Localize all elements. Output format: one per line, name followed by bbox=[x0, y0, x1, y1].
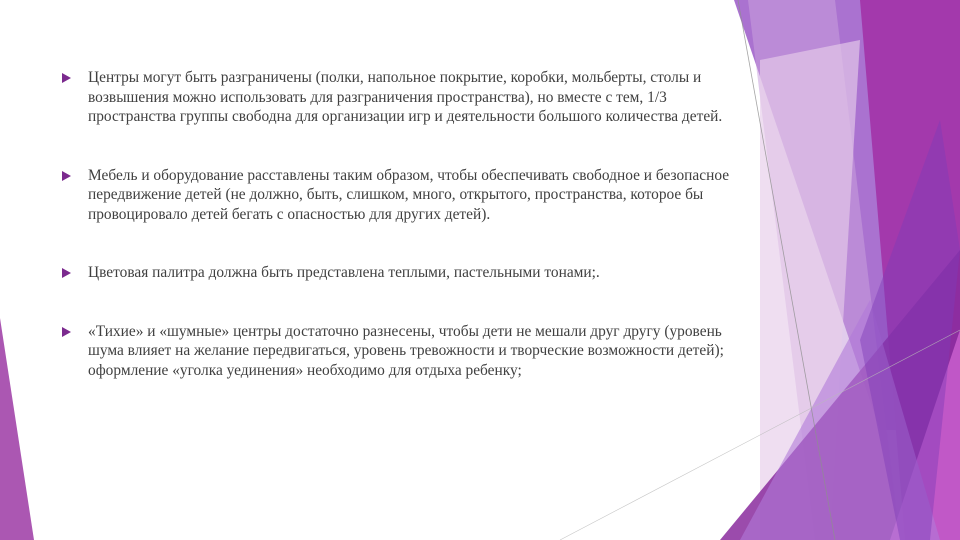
bullet-text: «Тихие» и «шумные» центры достаточно разнесены, чтобы дети не мешали друг другу (уровень шума влияет на желание передвигаться, уровень тревожности и творческие возможности детей); оформление «уголка уединения» необходимо для отдыха ребенку; bbox=[88, 322, 724, 379]
bullet-text: Центры могут быть разграничены (полки, напольное покрытие, коробки, мольберты, столы и возвышения можно использовать для разграничения пространства), но вместе с тем, 1/3 пространства группы свободна для организации игр и деятельности большого количества детей. bbox=[88, 69, 723, 125]
left-accent-shape bbox=[0, 318, 34, 540]
bullet-item bbox=[62, 166, 732, 225]
triangle-bullet-icon bbox=[62, 268, 71, 278]
bullet-item bbox=[62, 263, 732, 283]
bullet-text: Мебель и оборудование расставлены таким образом, чтобы обеспечивать свободное и безопасное передвижение детей (не должно, быть, слишком, много, открытого, пространства, которое бы провоцировало детей бегать с опасностью для других детей). bbox=[88, 166, 730, 223]
bullet-item bbox=[62, 322, 732, 381]
triangle-bullet-icon bbox=[62, 171, 71, 181]
bullet-text: Цветовая палитра должна быть представлена теплыми, пастельными тонами;. bbox=[88, 264, 600, 281]
triangle-bullet-icon bbox=[62, 73, 71, 83]
bullet-list bbox=[62, 68, 732, 380]
triangle-bullet-icon bbox=[62, 327, 71, 337]
bullet-item bbox=[62, 68, 732, 127]
